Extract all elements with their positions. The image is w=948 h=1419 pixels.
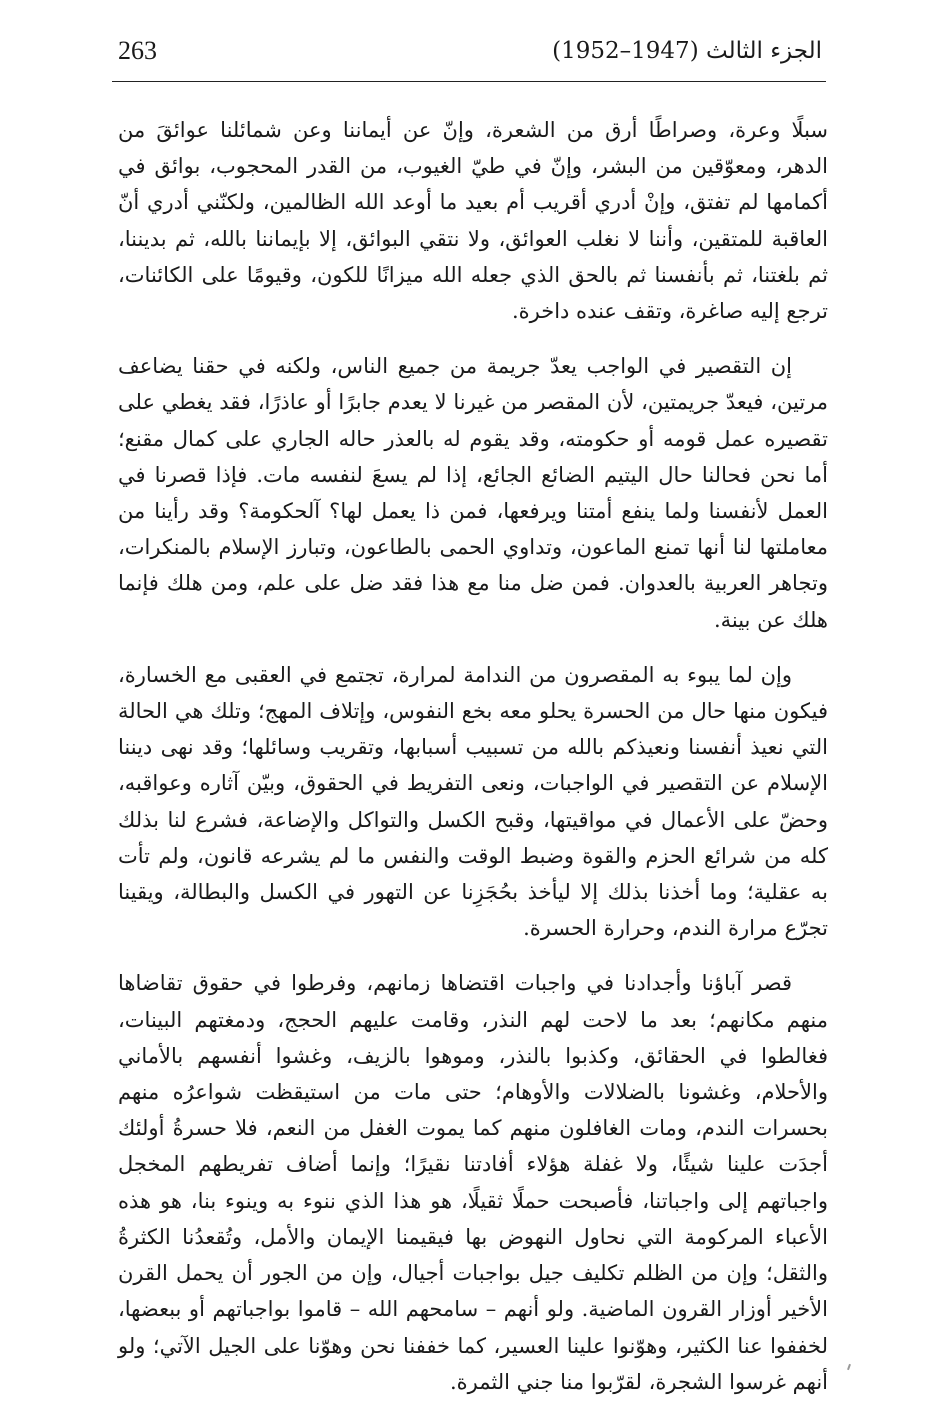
header-rule	[112, 81, 826, 82]
page-number: 263	[118, 36, 157, 65]
page-header	[112, 36, 822, 76]
paragraph: قصر آباؤنا وأجدادنا في واجبات اقتضاها زمانهم، وفرطوا في حقوق تقاضاها منهم مكانهم؛ بعد ما لاحت لهم النذر، وقامت عليهم الحجج، ودمغتهم البينات، فغالطوا في الحقائق، وكذبوا بالنذر، وموهوا بالزيف، وغشوا أنفسهم بالأماني والأحلام، وغشونا بالضلالات والأوهام؛ حتى مات من استيقظت شواعرُه منهم بحسرات الندم، ومات الغافلون منهم كما يموت الغفل من النعم، فلا حسرةُ أولئك أجدَت علينا شيئًا، ولا غفلة هؤلاء أفادتنا نقيرًا؛ وإنما أضاف تفريطهم المخجل واجباتهم إلى واجباتنا، فأصبحت حملًا ثقيلًا، هو هذا الذي ننوء به وينوء بنا، هو هذه الأعباء المركومة التي نحاول النهوض بها فيقيمنا الإيمان والأمل، وتُقعدُنا الكثرةُ والثقل؛ وإن من الظلم تكليف جيل بواجبات أجيال، وإن من الجور أن يحمل القرن الأخير أوزار القرون الماضية. ولو أنهم – سامحهم الله – قاموا بواجباتهم أو ببعضها، لخففوا عنا الكثير، وهوّنوا علينا العسير، كما خففنا نحن وهوّنا على الجيل الآتي؛ ولو أنهم غرسوا الشجرة، لقرّبوا منا جني الثمرة.	[118, 971, 828, 1394]
paragraph: إن التقصير في الواجب يعدّ جريمة من جميع الناس، ولكنه في حقنا يضاعف مرتين، فيعدّ جريمتين، لأن المقصر من غيرنا لا يعدم جابرًا أو عاذرًا، فقد يغطي على تقصيره عمل قومه أو حكومته، وقد يقوم له بالعذر حاله الجاري على كمال مقنع؛ أما نحن فحالنا حال اليتيم الضائع الجائع، إذا لم يسعَ لنفسه مات. فإذا قصرنا في العمل لأنفسنا ولما ينفع أمتنا ويرفعها، فمن ذا يعمل لها؟ آلحكومة؟ وقد رأينا من معاملتها لنا أنها تمنع الماعون، وتداوي الحمى بالطاعون، وتبارز الإسلام بالمنكرات، وتجاهر العربية بالعدوان. فمن ضل منا مع هذا فقد ضل على علم، ومن هلك فإنما هلك عن بينة.	[118, 354, 828, 632]
body-text	[118, 112, 828, 1419]
stray-mark	[847, 1364, 851, 1370]
paragraph: سبلًا وعرة، وصراطًا أرق من الشعرة، وإنّ عن أيماننا وعن شمائلنا عوائقَ من الدهر، ومعوّقين من البشر، وإنّ في طيّ الغيوب، من القدر المحجوب، بوائق في أكمامها لم تفتق، وإنْ أدري أقريب أم بعيد ما أوعد الله الظالمين، ولكنّني أدري أنّ العاقبة للمتقين، وأننا لا نغلب العوائق، ولا نتقي البوائق، إلا بإيماننا بالله، ثم بديننا، ثم بلغتنا، ثم بأنفسنا ثم بالحق الذي جعله الله ميزانًا للكون، وقيومًا على الكائنات، ترجع إليه صاغرة، وتقف عنده داخرة.	[118, 118, 828, 324]
paragraph: وإن لما يبوء به المقصرون من الندامة لمرارة، تجتمع في العقبى مع الخسارة، فيكون منها حال من الحسرة يحلو معه بخع النفوس، وإتلاف المهج؛ وتلك هي الحالة التي نعيذ أنفسنا ونعيذكم بالله من تسبيب أسبابها، وتقريب وسائلها؛ وقد نهى ديننا الإسلام عن التقصير في الواجبات، ونعى التفريط في الحقوق، وبيّن آثاره وعواقبه، وحضّ على الأعمال في مواقيتها، وقبح الكسل والتواكل والإضاعة، فشرع لنا بذلك كله من شرائع الحزم والقوة وضبط الوقت والنفس ما لم يشرعه قانون، ولم تأت به عقلية؛ وما أخذنا بذلك إلا ليأخذ بحُجَزِنا عن التهور في الكسل والبطالة، ويقينا تجرّع مرارة الندم، وحرارة الحسرة.	[118, 662, 828, 941]
running-head: الجزء الثالث (1947–1952)	[552, 38, 822, 64]
